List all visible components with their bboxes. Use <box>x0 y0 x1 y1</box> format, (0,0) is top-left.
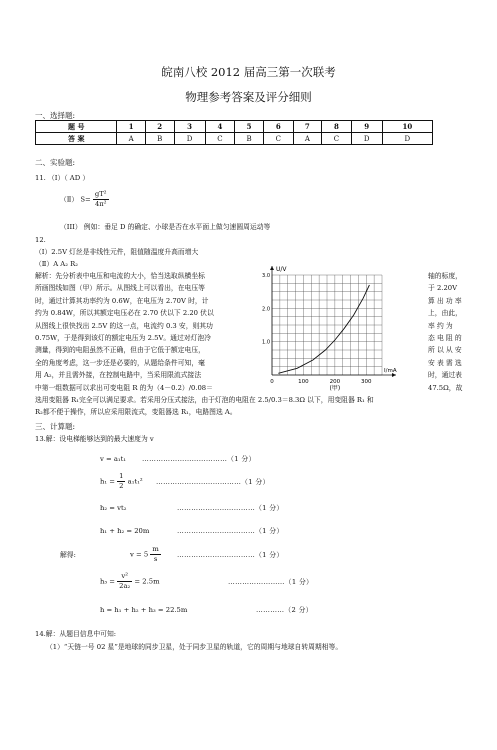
answer-cell: D <box>382 133 432 145</box>
answer-cell: C <box>264 133 294 145</box>
score-mark: ………………………………（1 分） <box>142 455 256 463</box>
question-number: 7 <box>293 121 321 133</box>
eq-h1-rhs: a₁t₁² <box>127 477 143 486</box>
section1-heading: 一、选择题: <box>35 111 76 120</box>
analysis-right-line: 算 出 功 率 <box>428 296 462 305</box>
q12-analysis-left <box>35 270 214 394</box>
answer-cell: D <box>174 133 205 145</box>
eq-h2: h₂ = vt₂ <box>100 504 127 512</box>
question-number: 8 <box>322 121 352 133</box>
q12-analysis-line-12: R₂都不便于操作，所以应采用限流式，变阻器选 R₁，电路图选 A。 <box>35 408 237 416</box>
q14-intro: 14.解：从题目信息中可知: <box>35 630 117 638</box>
answer-cell: B <box>145 133 174 145</box>
eq-h1-denominator: 2 <box>119 482 124 490</box>
eq-h1-numerator: 1 <box>119 472 124 480</box>
question-number: 3 <box>174 121 205 133</box>
eq-h3 <box>100 572 160 591</box>
answer-table-answer-row <box>36 133 433 145</box>
eq-v-result-unit-num: m <box>152 545 159 553</box>
document-title: 皖南八校 2012 届高三第一次联考 <box>161 65 336 79</box>
answer-cell: C <box>205 133 235 145</box>
y-axis-arrow <box>270 266 274 270</box>
answer-cell: A <box>117 133 145 145</box>
eq-h3-fraction <box>117 572 132 591</box>
eq-h1-h2: h₁ + h₂ = 20m <box>100 527 150 535</box>
analysis-left-line: 所画图线如图（甲）所示。从图线上可以看出，在电压等 <box>35 284 205 293</box>
iv-curve <box>278 285 369 373</box>
analysis-left-line: 测量，得到的电阻虽然不正确，但由于它低于额定电压， <box>35 346 205 355</box>
eq-v-result-lhs: v = 5 <box>130 550 149 559</box>
question-number: 5 <box>235 121 264 133</box>
score-mark: ……………………………（1 分） <box>177 527 284 535</box>
q13-intro: 13.解：设电梯能够达到的最大速度为 v <box>35 435 154 443</box>
analysis-right-line: 轴的标度， <box>428 272 462 280</box>
analysis-right-line: 率 约 为 <box>428 321 453 330</box>
analysis-left-line: 中第一组数据可以求出可变电阻 R 的为（4－0.2）/0.08＝ <box>35 383 213 392</box>
score-mark: ……………………………（1 分） <box>177 551 284 559</box>
q12-analysis-line-11: 选用变阻器 R₁完全可以满足要求。若采用分压式接法，由于灯泡的电阻在 2.5/0.3＝8.3Ω 以下，用变阻器 R₁ 和 <box>35 396 374 404</box>
eq-v: v = a₁t₁ <box>100 455 127 463</box>
eq-v-result <box>130 545 161 564</box>
analysis-right-line: 47.5Ω，故 <box>428 383 463 392</box>
x-tick-label: 0 <box>270 379 274 385</box>
q14-part-1: （1）“天链一号 02 星”是地球的同步卫星，处于同步卫星的轨道，它的周期与地球自转周期相等。 <box>46 643 343 651</box>
q12-part-ii: （Ⅱ）A A₂ R₂ <box>35 260 78 268</box>
analysis-left-line: 时，通过计算其功率约为 0.6W，在电压为 2.70V 时，计 <box>35 296 209 305</box>
analysis-right-line: 态 电 阻 的 <box>428 334 462 343</box>
question-number: 2 <box>145 121 174 133</box>
q11-formula-lhs: S= <box>80 195 91 204</box>
x-tick-label: 100 <box>298 379 309 385</box>
q11-part-ii-label: （Ⅱ） <box>60 195 79 204</box>
question-number: 4 <box>205 121 235 133</box>
answer-label-cell: 答 案 <box>36 133 117 145</box>
eq-h3-denominator: 2a₂ <box>119 582 131 590</box>
question-number: 1 <box>117 121 145 133</box>
answer-cell: A <box>293 133 321 145</box>
q11-part-ii <box>60 190 109 209</box>
y-tick-label: 2.0 <box>262 306 270 313</box>
analysis-left-line: 约为 0.84W，所以其额定电压必在 2.70 伏以下 2.20 伏以 <box>35 309 214 318</box>
eq-h3-lhs: h₃ = <box>100 577 115 586</box>
analysis-right-line: 所 以 从 安 <box>428 346 462 355</box>
header-cell: 题 号 <box>36 121 117 133</box>
score-mark: ………………………………（1 分） <box>156 478 270 486</box>
answer-table <box>35 120 433 145</box>
eq-h-total: h = h₁ + h₂ + h₃ = 22.5m <box>100 606 188 614</box>
analysis-right-line: 上，由此， <box>428 309 462 318</box>
q11-formula-denominator: 4π² <box>94 200 107 208</box>
eq-h1 <box>100 472 143 491</box>
q12-part-i: （Ⅰ）2.5V 灯丝是非线性元件，阻值随温度升高而增大 <box>35 248 199 256</box>
analysis-right-line: 安 表 需 选 <box>428 358 462 367</box>
q11-formula-fraction <box>93 190 109 209</box>
section2-heading: 二、实验题: <box>35 158 76 167</box>
score-mark: …………（2 分） <box>256 606 313 614</box>
y-tick-label: 1.0 <box>262 339 270 346</box>
x-axis-label: I/mA <box>384 368 397 374</box>
solve-label: 解得: <box>60 551 76 559</box>
q11-part-i: 11. （Ⅰ）（ AD ） <box>35 174 90 182</box>
analysis-left-line: 从图线上很快找出 2.5V 的这一点，电流约 0.3 安，则其功 <box>35 321 213 330</box>
analysis-left-line: 0.75W，于是得到该灯的额定电压为 2.5V。通过对灯泡冷 <box>35 334 211 343</box>
q12-label: 12. <box>35 236 46 244</box>
eq-h3-numerator: v² <box>117 572 132 582</box>
question-number: 10 <box>382 121 432 133</box>
answer-cell: B <box>235 133 264 145</box>
score-mark: ……………………（1 分） <box>228 578 314 586</box>
analysis-left-line: 全的角度考虑，这一步还是必要的，从题给条件可知，毫 <box>35 358 205 367</box>
x-tick-label: 200 <box>329 379 341 385</box>
y-axis-label: U/V <box>276 266 287 273</box>
section3-heading: 三、计算题: <box>35 422 76 431</box>
chart-caption: (甲) <box>329 385 341 392</box>
answer-table-header-row <box>36 121 433 133</box>
analysis-right-line: 时，通过表 <box>428 371 462 380</box>
question-number: 6 <box>264 121 294 133</box>
question-number: 9 <box>351 121 382 133</box>
eq-h3-rhs: = 2.5m <box>134 577 160 586</box>
eq-h1-fraction <box>117 472 125 491</box>
answer-cell: C <box>322 133 352 145</box>
analysis-left-line: 用 A₂，并且需外接，在控制电路中，当采用限流式接法 <box>35 371 202 380</box>
document-subtitle: 物理参考答案及评分细则 <box>185 90 312 104</box>
eq-v-result-unit-den: s <box>153 555 158 563</box>
q11-part-iii: （III） 例如：垂足 D 的确定、小球是否在水平面上做匀速圆周运动等 <box>60 223 271 231</box>
score-mark: ……………………………（1 分） <box>177 504 284 512</box>
x-tick-label: 300 <box>361 379 372 385</box>
eq-v-result-unit <box>150 545 160 564</box>
q11-formula-numerator: gT² <box>94 190 107 198</box>
iv-chart <box>262 262 412 392</box>
eq-h1-lhs: h₁ = <box>100 477 115 486</box>
analysis-left-line: 解析：先分析表中电压和电流的大小，恰当选取纵横坐标 <box>35 272 205 280</box>
analysis-right-line: 于 2.20V <box>428 284 457 293</box>
q12-analysis-right <box>428 270 462 394</box>
answer-cell: D <box>351 133 382 145</box>
y-tick-label: 3.0 <box>262 273 270 279</box>
